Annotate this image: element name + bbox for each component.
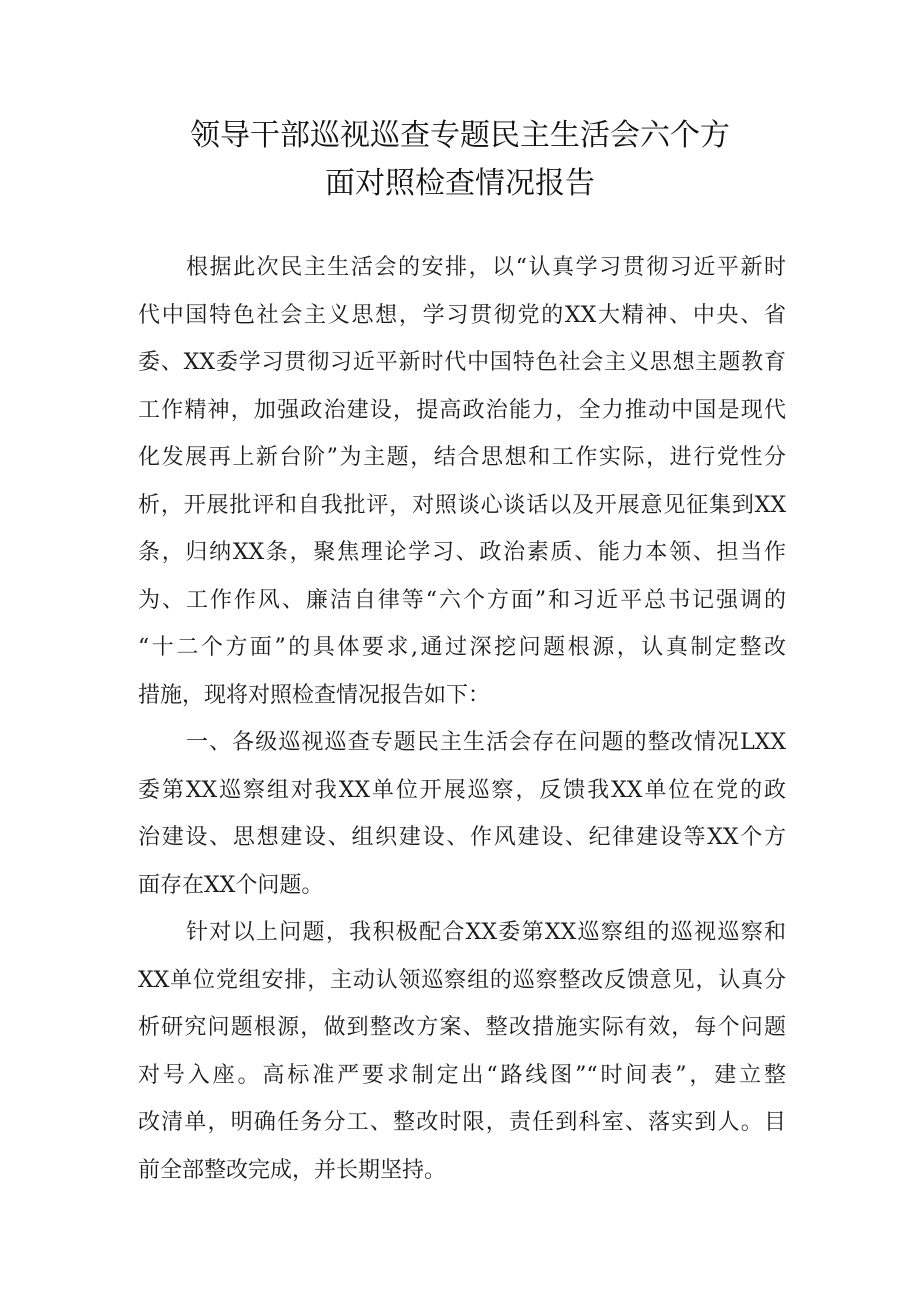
paragraph-1-line-4: 工作精神，加强政治建设，提高政治能力，全力推动中国是现代 bbox=[138, 398, 786, 423]
paragraph-3-line-4: 对号入座。高标准严要求制定出“路线图”“时间表”，建立整 bbox=[138, 1063, 786, 1088]
paragraph-2-line-4: 面存在XX个问题。 bbox=[138, 873, 324, 898]
paragraph-3-line-2: XX单位党组安排，主动认领巡察组的巡察整改反馈意见，认真分 bbox=[138, 968, 786, 993]
paragraph-3-line-6: 前全部整改完成，并长期坚持。 bbox=[138, 1158, 447, 1183]
paragraph-1-line-8: 为、工作作风、廉洁自律等“六个方面”和习近平总书记强调的 bbox=[138, 588, 786, 613]
paragraph-2-line-2: 委第XX巡察组对我XX单位开展巡察，反馈我XX单位在党的政 bbox=[138, 778, 786, 803]
paragraph-1-line-6: 析，开展批评和自我批评，对照谈心谈话以及开展意见征集到XX bbox=[138, 493, 786, 518]
paragraph-1-line-10: 措施，现将对照检查情况报告如下： bbox=[138, 683, 491, 708]
paragraph-1-line-2: 代中国特色社会主义思想，学习贯彻党的XX大精神、中央、省 bbox=[138, 303, 786, 328]
paragraph-2-line-1: 一、各级巡视巡查专题民主生活会存在问题的整改情况LXX bbox=[186, 730, 786, 755]
paragraph-1-line-7: 条，归纳XX条，聚焦理论学习、政治素质、能力本领、担当作 bbox=[138, 540, 786, 565]
document-title-line-2: 面对照检查情况报告 bbox=[325, 166, 595, 201]
paragraph-2-line-3: 治建设、思想建设、组织建设、作风建设、纪律建设等XX个方 bbox=[138, 825, 786, 850]
paragraph-1-line-3: 委、XX委学习贯彻习近平新时代中国特色社会主义思想主题教育 bbox=[138, 350, 786, 375]
paragraph-1-line-9: “十二个方面”的具体要求,通过深挖问题根源，认真制定整改 bbox=[138, 635, 786, 660]
paragraph-3-line-3: 析研究问题根源，做到整改方案、整改措施实际有效，每个问题 bbox=[138, 1015, 786, 1040]
paragraph-1-line-1: 根据此次民主生活会的安排，以“认真学习贯彻习近平新时 bbox=[186, 255, 786, 280]
paragraph-1-line-5: 化发展再上新台阶”为主题，结合思想和工作实际，进行党性分 bbox=[138, 445, 786, 470]
paragraph-3-line-1: 针对以上问题，我积极配合XX委第XX巡察组的巡视巡察和 bbox=[186, 920, 786, 945]
document-title-line-1: 领导干部巡视巡查专题民主生活会六个方 bbox=[190, 118, 730, 153]
paragraph-3-line-5: 改清单，明确任务分工、整改时限，责任到科室、落实到人。目 bbox=[138, 1110, 786, 1135]
